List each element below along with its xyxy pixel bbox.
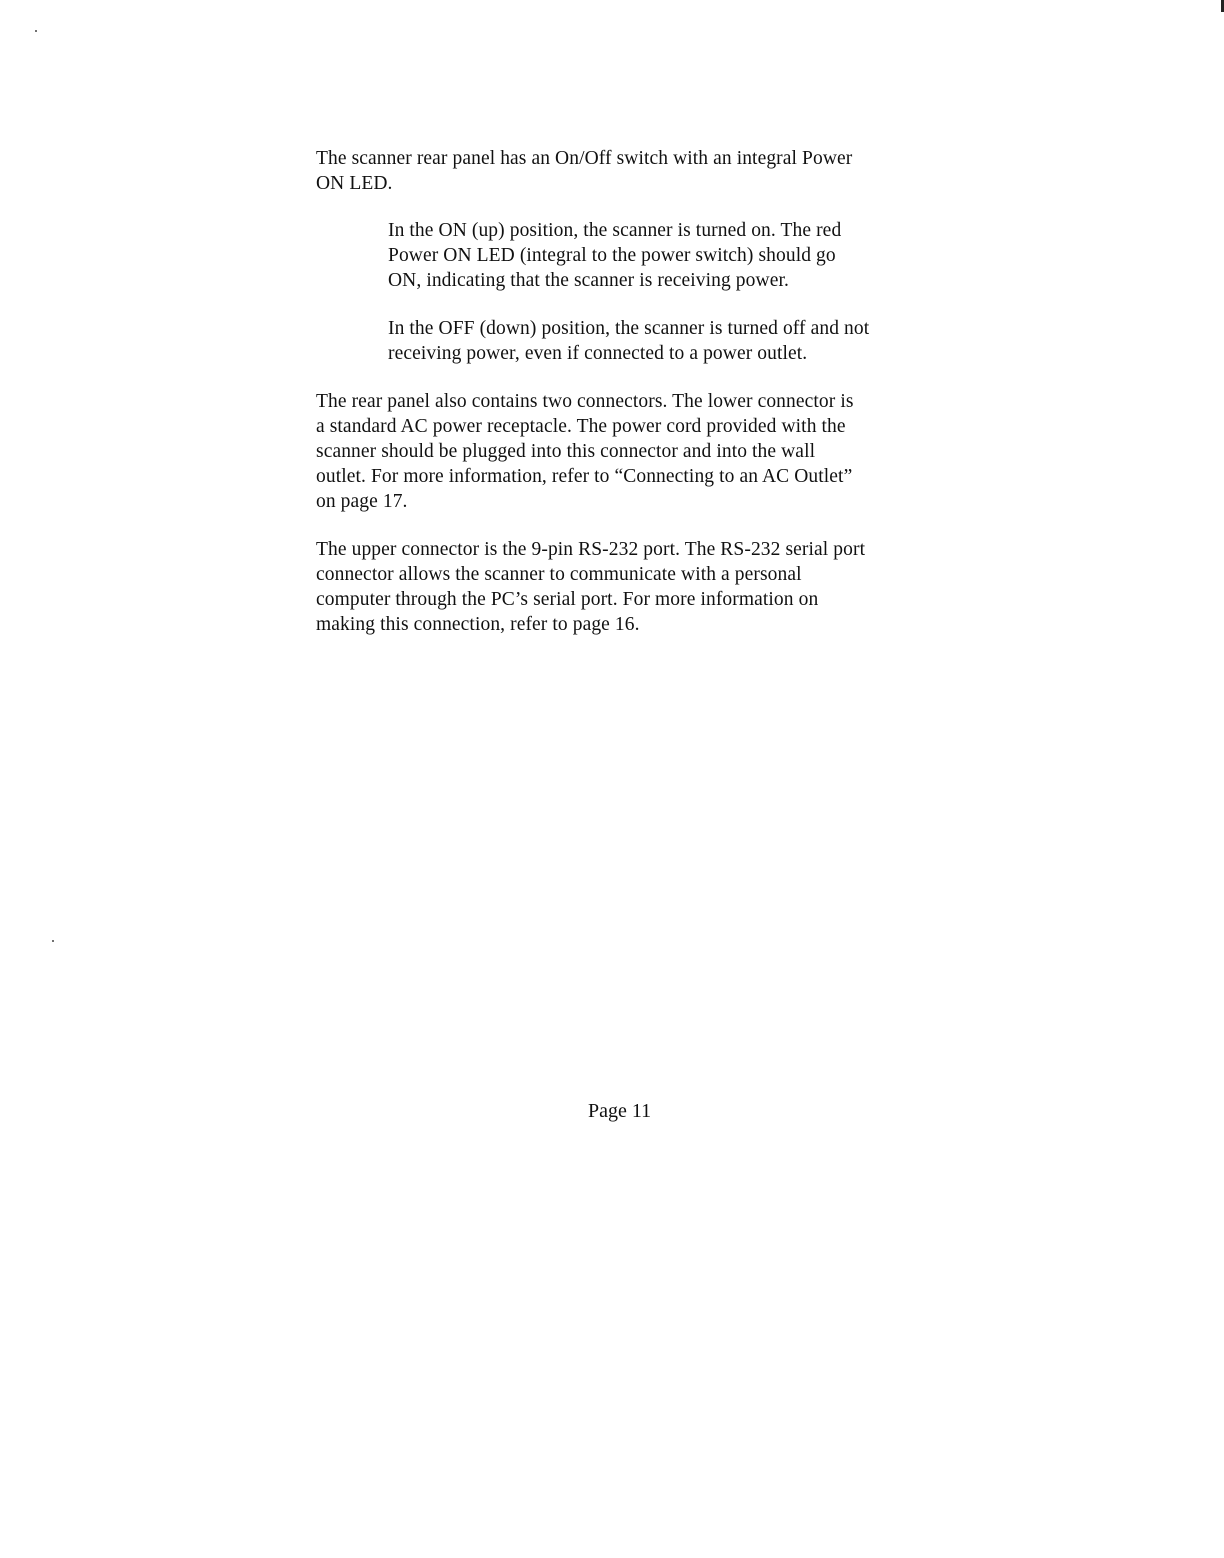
text-line: connector allows the scanner to communicate with a personal [316, 564, 802, 585]
text-line: making this connection, refer to page 16. [316, 614, 640, 635]
text-line: outlet. For more information, refer to “Connecting to an AC Outlet” [316, 466, 853, 487]
scan-speck [52, 940, 54, 942]
text-line: The scanner rear panel has an On/Off switch with an integral Power [316, 148, 853, 169]
text-line: Power ON LED (integral to the power switch) should go [388, 245, 836, 266]
text-line: ON LED. [316, 173, 393, 194]
text-line: The upper connector is the 9-pin RS-232 port. The RS-232 serial port [316, 539, 866, 560]
scan-speck [35, 30, 37, 32]
text-line: In the OFF (down) position, the scanner is turned off and not [388, 318, 870, 339]
text-line: a standard AC power receptacle. The power cord provided with the [316, 416, 846, 437]
page-number: Page 11 [588, 1100, 652, 1122]
text-line: scanner should be plugged into this connector and into the wall [316, 441, 816, 462]
text-line: receiving power, even if connected to a power outlet. [388, 343, 808, 364]
text-line: ON, indicating that the scanner is receiving power. [388, 270, 789, 291]
text-line: The rear panel also contains two connectors. The lower connector is [316, 391, 854, 412]
text-line: In the ON (up) position, the scanner is turned on. The red [388, 220, 842, 241]
text-line: computer through the PC’s serial port. For more information on [316, 589, 819, 610]
text-line: on page 17. [316, 491, 408, 512]
